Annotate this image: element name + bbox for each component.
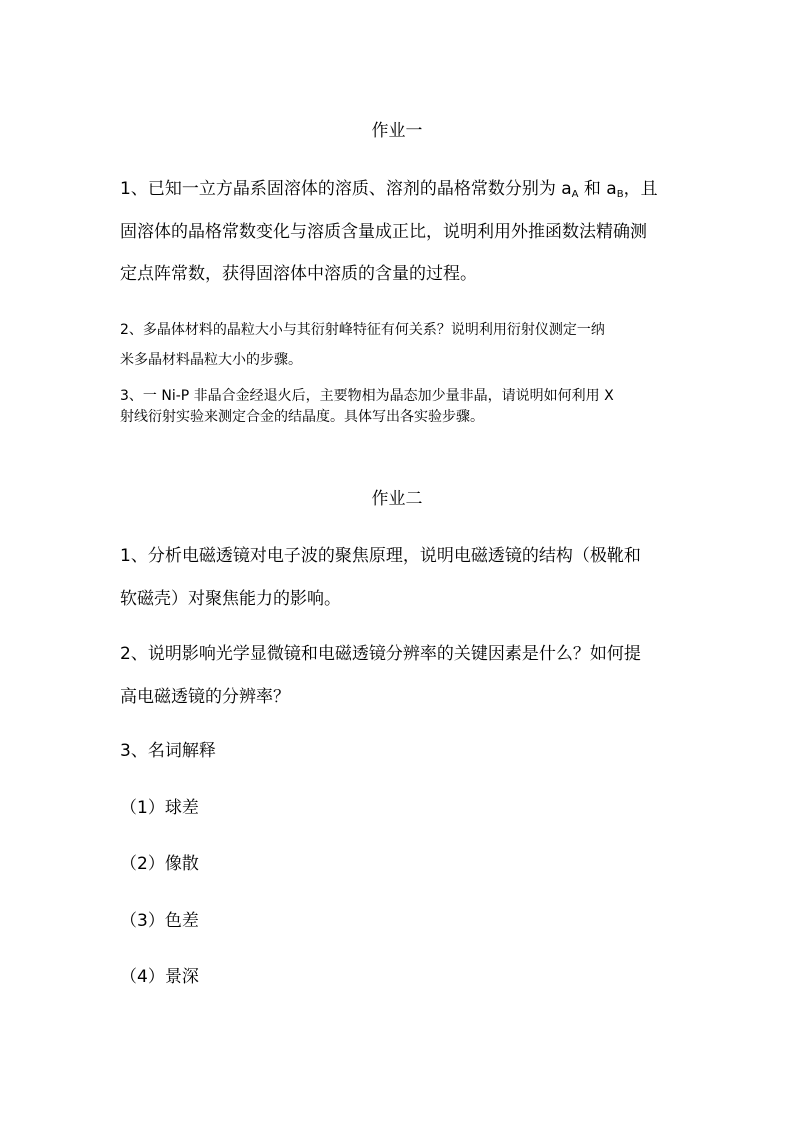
homework-2-title: 作业二 bbox=[371, 489, 423, 509]
hw1-q3-line-1: 3、一 Ni-P 非晶合金经退火后，主要物相为晶态加少量非晶，请说明如何利用 X bbox=[120, 388, 614, 404]
hw1-q3-line-2: 射线衍射实验来测定合金的结晶度。具体写出各实验步骤。 bbox=[120, 409, 484, 425]
hw2-q1-line-2: 软磁壳）对聚焦能力的影响。 bbox=[120, 589, 341, 609]
hw2-q1-line-1: 1、分析电磁透镜对电子波的聚焦原理，说明电磁透镜的结构（极靴和 bbox=[120, 546, 641, 566]
hw1-q1-line-1-text-a: 1、已知一立方晶系固溶体的溶质、溶剂的晶格常数分别为 a bbox=[120, 179, 572, 199]
hw2-q3-title: 3、名词解释 bbox=[120, 741, 216, 761]
hw2-q2-line-1: 2、说明影响光学显微镜和电磁透镜分辨率的关键因素是什么？如何提 bbox=[120, 644, 641, 664]
homework-1-title: 作业一 bbox=[371, 121, 423, 141]
hw1-q1-line-1-text-b: 和 a bbox=[578, 179, 617, 199]
hw2-q3-term-1: （1）球差 bbox=[120, 798, 199, 818]
subscript-b: B bbox=[616, 189, 624, 200]
hw1-q1-line-3: 定点阵常数，获得固溶体中溶质的含量的过程。 bbox=[120, 264, 477, 284]
hw1-q2-line-2: 米多晶材料晶粒大小的步骤。 bbox=[120, 352, 302, 368]
hw2-q2-line-2: 高电磁透镜的分辨率？ bbox=[120, 687, 290, 707]
hw2-q3-term-2: （2）像散 bbox=[120, 854, 199, 874]
hw2-q3-term-4: （4）景深 bbox=[120, 967, 199, 987]
hw2-q3-term-3: （3）色差 bbox=[120, 911, 199, 931]
hw1-q2-line-1: 2、多晶体材料的晶粒大小与其衍射峰特征有何关系？说明利用衍射仪测定一纳 bbox=[120, 322, 605, 338]
hw1-q1-line-2: 固溶体的晶格常数变化与溶质含量成正比，说明利用外推函数法精确测 bbox=[120, 222, 647, 242]
hw1-q1-line-1 bbox=[120, 178, 658, 206]
hw1-q1-line-1-text-c: ，且 bbox=[623, 179, 658, 199]
subscript-a: A bbox=[571, 189, 579, 200]
